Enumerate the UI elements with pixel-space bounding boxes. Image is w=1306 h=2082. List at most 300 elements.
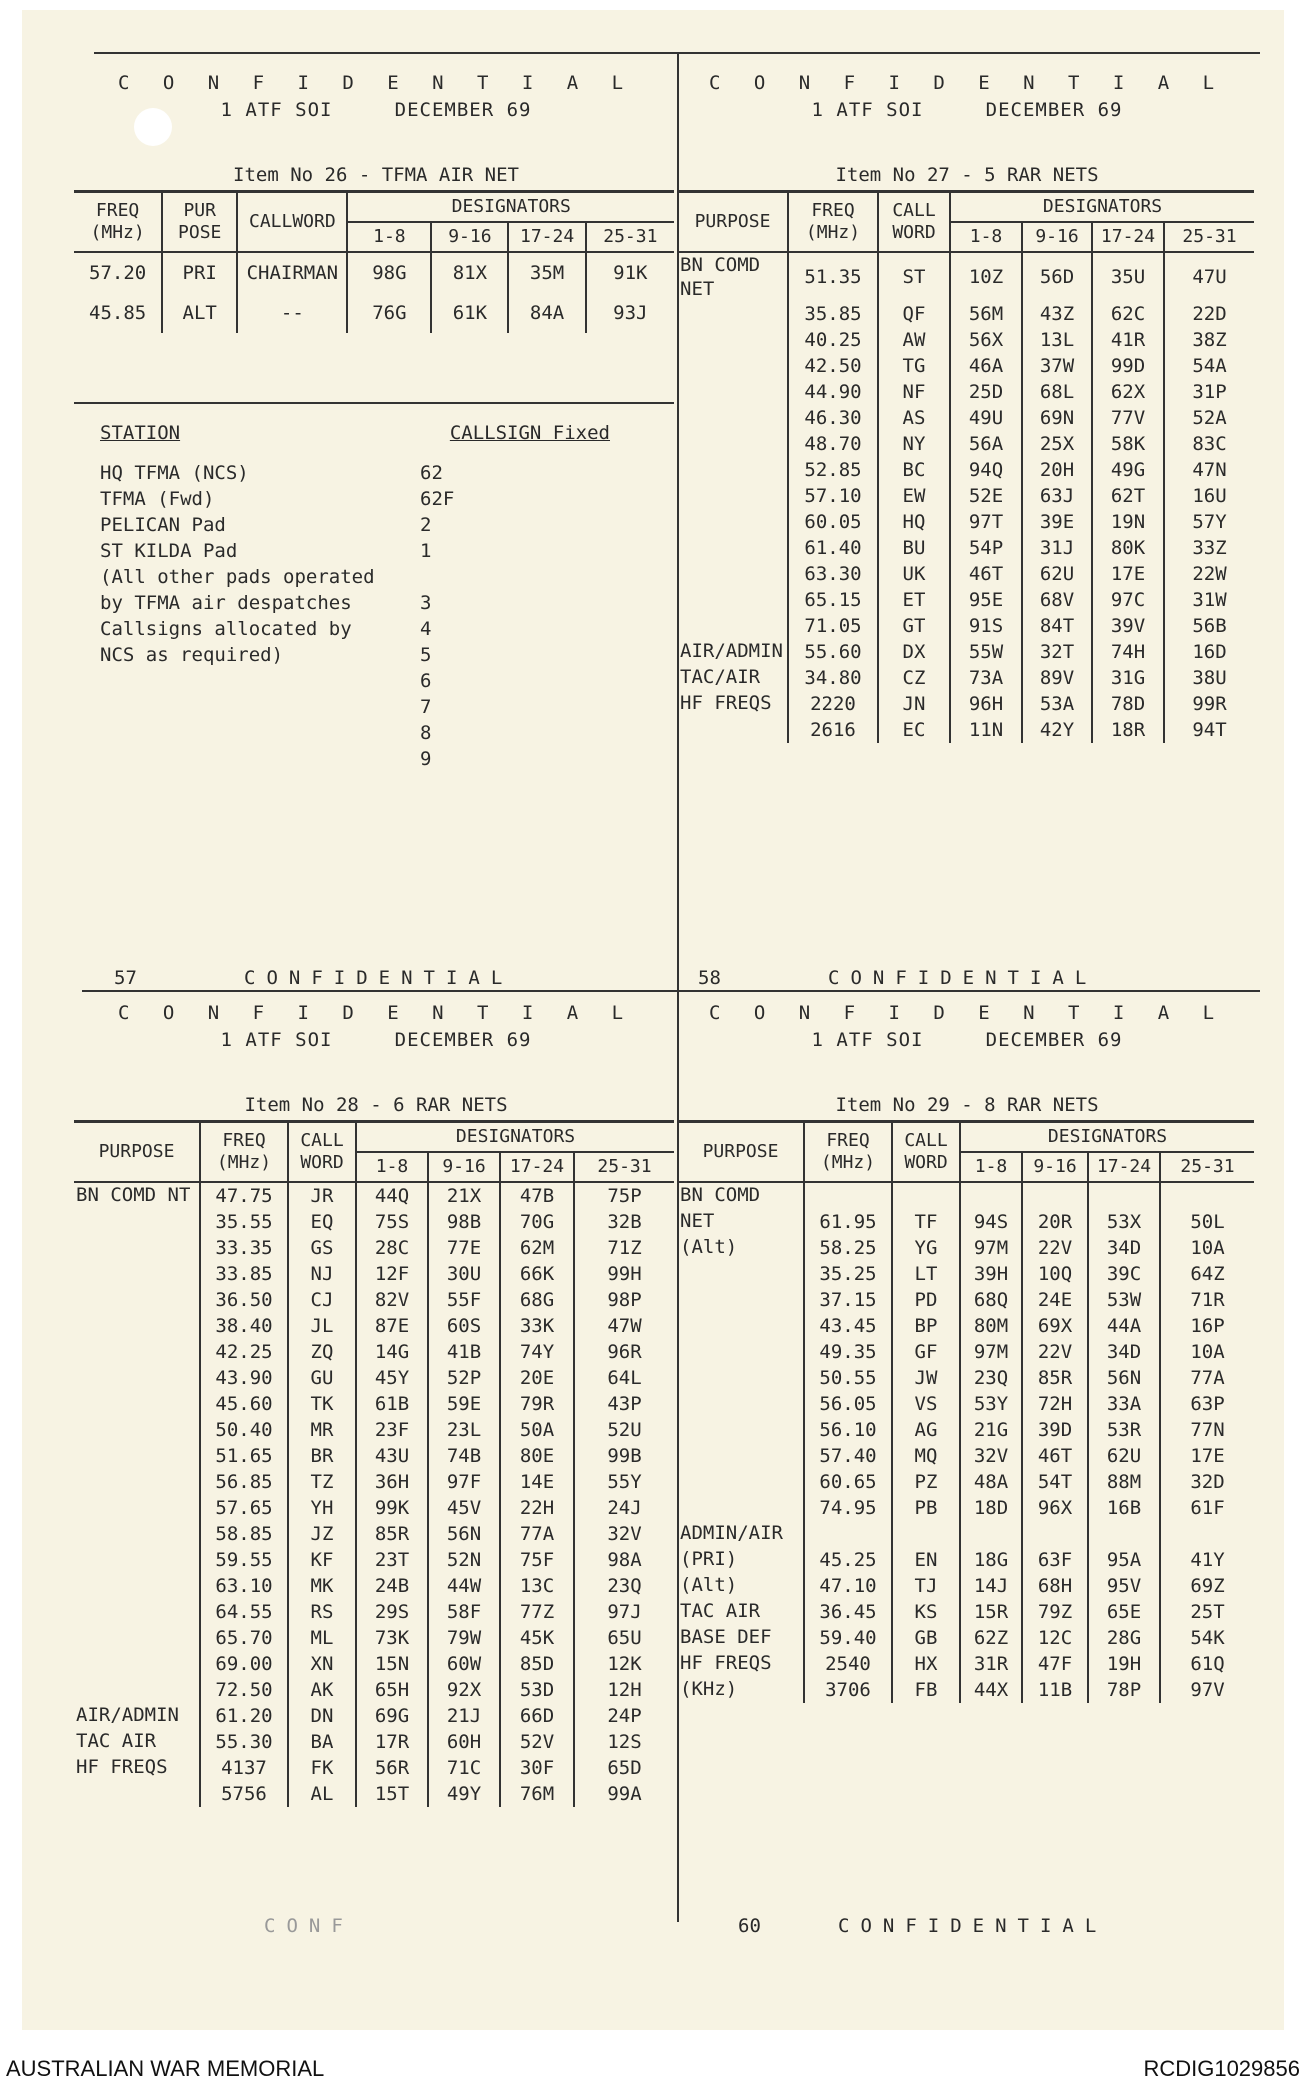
table-cell: 32T — [1022, 639, 1092, 665]
confidential-heading: C O N F I D E N T I A L — [708, 1002, 1226, 1024]
col-9-16: 9-16 — [1022, 1152, 1088, 1182]
table-cell: 10Z — [950, 252, 1022, 301]
table-cell: 70G — [500, 1209, 574, 1235]
table-row — [678, 639, 1254, 665]
table-cell — [678, 1495, 804, 1521]
table-cell: 2540 — [804, 1651, 892, 1677]
table-cell: -- — [237, 293, 347, 333]
table-row — [678, 431, 1254, 457]
table-cell: 80M — [960, 1313, 1022, 1339]
table-cell: JR — [288, 1182, 356, 1209]
table-cell: 69N — [1022, 405, 1092, 431]
table-cell: 43U — [356, 1443, 428, 1469]
table-cell: 14E — [500, 1469, 574, 1495]
table-cell — [74, 1677, 200, 1703]
table-row — [678, 691, 1254, 717]
table-cell — [74, 1651, 200, 1677]
table-cell: 13C — [500, 1573, 574, 1599]
table-cell: BU — [878, 535, 950, 561]
table-cell — [1160, 1182, 1254, 1209]
table-cell: 61K — [431, 293, 508, 333]
table-cell: 71R — [1190, 1289, 1225, 1311]
page-number: 57 — [114, 967, 137, 989]
table-cell: 65D — [607, 1757, 642, 1779]
table-cell: 37.15 — [804, 1287, 892, 1313]
table-row — [678, 1287, 1254, 1313]
table-cell: 97F — [428, 1469, 500, 1495]
table-cell: 53D — [500, 1677, 574, 1703]
table-cell: 42.50 — [788, 353, 878, 379]
callsign-number: 5 — [420, 644, 432, 666]
table-cell: 61F — [1190, 1497, 1225, 1519]
table-cell — [74, 1287, 200, 1313]
table-cell — [74, 1547, 200, 1573]
table-cell: PRI — [162, 252, 237, 293]
table-cell — [1160, 1521, 1254, 1547]
station-name: ST KILDA Pad — [100, 540, 238, 562]
confidential-heading: C O N F I D E N T I A L — [117, 72, 635, 94]
table-cell: 55.30 — [200, 1729, 288, 1755]
table-cell: 74H — [1092, 639, 1164, 665]
table-cell — [74, 1469, 200, 1495]
table-cell: 75P — [607, 1185, 642, 1207]
table-cell — [74, 1573, 200, 1599]
table-cell: 2616 — [788, 717, 878, 743]
col-17-24: 17-24 — [1088, 1152, 1160, 1182]
table-cell — [678, 1443, 804, 1469]
callsign-number: 4 — [420, 618, 432, 640]
table-cell: 23F — [356, 1417, 428, 1443]
table-cell: 17E — [1190, 1445, 1225, 1467]
table-cell: 53X — [1088, 1209, 1160, 1235]
table-cell: 56N — [428, 1521, 500, 1547]
table-cell: 5756 — [200, 1781, 288, 1807]
table-cell: ZQ — [288, 1339, 356, 1365]
table-cell: 38U — [1192, 667, 1227, 689]
table-cell: 33.85 — [200, 1261, 288, 1287]
table-cell: 62U — [1088, 1443, 1160, 1469]
table-cell: 68G — [500, 1287, 574, 1313]
table-cell: 99H — [607, 1263, 642, 1285]
col-purpose: PURPOSE — [678, 1122, 804, 1183]
table-row — [74, 1625, 674, 1651]
table-cell: CJ — [288, 1287, 356, 1313]
table-cell: GT — [878, 613, 950, 639]
table-cell — [678, 509, 788, 535]
table-cell: 64L — [607, 1367, 642, 1389]
table-cell: AL — [288, 1781, 356, 1807]
col-1-8: 1-8 — [960, 1152, 1022, 1182]
col-freq: FREQ (MHz) — [74, 192, 162, 253]
table-cell: 39E — [1022, 509, 1092, 535]
station-row — [100, 512, 660, 538]
table-cell — [678, 405, 788, 431]
table-cell: BN COMD NT — [74, 1182, 200, 1209]
table-cell: 99R — [1192, 693, 1227, 715]
table-row — [74, 1599, 674, 1625]
table-cell: 49G — [1092, 457, 1164, 483]
table-cell: 15T — [356, 1781, 428, 1807]
table-cell: 65.15 — [788, 587, 878, 613]
table-cell: 98B — [428, 1209, 500, 1235]
table-cell: 99K — [356, 1495, 428, 1521]
table-cell: 47.75 — [200, 1182, 288, 1209]
table-cell: 25X — [1022, 431, 1092, 457]
table-cell: 33Z — [1192, 537, 1227, 559]
table-cell: ST — [878, 252, 950, 301]
table-cell: MR — [288, 1417, 356, 1443]
table-cell: GB — [892, 1625, 960, 1651]
page-number: 58 — [698, 967, 721, 989]
table-row — [678, 717, 1254, 743]
table-cell — [678, 353, 788, 379]
table-cell: 62M — [500, 1235, 574, 1261]
table-row — [74, 1391, 674, 1417]
table-cell: 61.20 — [200, 1703, 288, 1729]
table-cell: 79W — [428, 1625, 500, 1651]
table-cell: 87E — [356, 1313, 428, 1339]
table-cell: 34.80 — [788, 665, 878, 691]
table-cell: 36.45 — [804, 1599, 892, 1625]
table-cell: 68V — [1022, 587, 1092, 613]
table-cell: 95A — [1088, 1547, 1160, 1573]
table-cell: (Alt) — [678, 1573, 804, 1599]
table-cell: 56D — [1022, 252, 1092, 301]
table-cell: 88M — [1088, 1469, 1160, 1495]
table-cell: 47W — [607, 1315, 642, 1337]
confidential-heading: C O N F I D E N T I A L — [117, 1002, 635, 1024]
table-cell: TF — [892, 1209, 960, 1235]
col-9-16: 9-16 — [431, 222, 508, 252]
table-cell: LT — [892, 1261, 960, 1287]
table-cell: 16U — [1192, 485, 1227, 507]
table-cell — [1088, 1182, 1160, 1209]
table-cell: BN COMD — [678, 1182, 804, 1209]
table-row — [678, 1209, 1254, 1235]
table-cell: MK — [288, 1573, 356, 1599]
table-cell: KF — [288, 1547, 356, 1573]
table-cell: 96X — [1022, 1495, 1088, 1521]
table-cell: 35M — [508, 252, 585, 293]
table-cell: 18D — [960, 1495, 1022, 1521]
table-cell: GS — [288, 1235, 356, 1261]
table-cell: 58K — [1092, 431, 1164, 457]
table-cell — [74, 1443, 200, 1469]
table-cell: 25D — [950, 379, 1022, 405]
table-cell: 43.90 — [200, 1365, 288, 1391]
table-row — [678, 1547, 1254, 1573]
table-cell: 44.90 — [788, 379, 878, 405]
table-row — [678, 1339, 1254, 1365]
table-cell: 23Q — [960, 1365, 1022, 1391]
table-cell: 16D — [1192, 641, 1227, 663]
table-cell: 76G — [347, 293, 431, 333]
table-cell: 77V — [1092, 405, 1164, 431]
table-cell: UK — [878, 561, 950, 587]
table-cell: 66D — [500, 1703, 574, 1729]
table-cell: 12C — [1022, 1625, 1088, 1651]
table-cell — [892, 1182, 960, 1209]
item-title: Item No 27 - 5 RAR NETS — [835, 164, 1099, 186]
table-cell: 84A — [508, 293, 585, 333]
table-cell: 39D — [1022, 1417, 1088, 1443]
col-9-16: 9-16 — [428, 1152, 500, 1182]
table-cell: 22V — [1022, 1235, 1088, 1261]
table-cell: 80E — [500, 1443, 574, 1469]
col-17-24: 17-24 — [1092, 222, 1164, 252]
table-row — [678, 457, 1254, 483]
table-cell: 61Q — [1190, 1653, 1225, 1675]
table-cell: 59.55 — [200, 1547, 288, 1573]
callsign-number: 8 — [420, 722, 432, 744]
station-callsign: 2 — [420, 514, 432, 536]
table-cell — [1088, 1521, 1160, 1547]
table-cell: 62T — [1092, 483, 1164, 509]
table-cell: 53A — [1022, 691, 1092, 717]
table-row — [74, 1339, 674, 1365]
confidential-footer: CONFIDENTIAL — [828, 967, 1098, 989]
table-cell: 44Q — [356, 1182, 428, 1209]
page-number: 60 — [738, 1915, 761, 1937]
table-cell — [1022, 1521, 1088, 1547]
table-cell: 21J — [428, 1703, 500, 1729]
table-cell: 35U — [1092, 252, 1164, 301]
table-row — [678, 353, 1254, 379]
table-cell: 11N — [950, 717, 1022, 743]
table-cell: 37W — [1022, 353, 1092, 379]
table-cell: 85R — [356, 1521, 428, 1547]
table-cell: 63.30 — [788, 561, 878, 587]
table-cell: PB — [892, 1495, 960, 1521]
table-cell: NET — [678, 1209, 804, 1235]
table-cell: FB — [892, 1677, 960, 1703]
table-cell: HQ — [878, 509, 950, 535]
q1-header — [74, 70, 678, 124]
table-cell: 59E — [428, 1391, 500, 1417]
date-label: DECEMBER 69 — [394, 99, 532, 121]
table-cell: 65U — [607, 1627, 642, 1649]
col-17-24: 17-24 — [508, 222, 585, 252]
table-cell: 78D — [1092, 691, 1164, 717]
table-cell: JZ — [288, 1521, 356, 1547]
table-cell: 98P — [607, 1289, 642, 1311]
table-cell: 56.05 — [804, 1391, 892, 1417]
table-cell: 32D — [1190, 1471, 1225, 1493]
table-cell: 57.20 — [74, 252, 162, 293]
table-cell: 60S — [428, 1313, 500, 1339]
table-cell: 85D — [500, 1651, 574, 1677]
table-cell: 12S — [607, 1731, 642, 1753]
note-line: Callsigns allocated by — [100, 618, 352, 640]
table-cell — [678, 717, 788, 743]
col-25-31: 25-31 — [586, 222, 674, 252]
table-cell: 69.00 — [200, 1651, 288, 1677]
table-cell: 52E — [950, 483, 1022, 509]
archive-id: RCDIG1029856 — [1143, 2056, 1300, 2081]
table-cell: 45Y — [356, 1365, 428, 1391]
5rar-nets-table — [678, 190, 1254, 743]
table-cell: RS — [288, 1599, 356, 1625]
table-cell: ADMIN/AIR — [678, 1521, 804, 1547]
table-cell: XN — [288, 1651, 356, 1677]
table-cell — [74, 1391, 200, 1417]
table-cell: 97J — [607, 1601, 642, 1623]
col-1-8: 1-8 — [950, 222, 1022, 252]
table-cell: 61.95 — [804, 1209, 892, 1235]
table-cell: 65H — [356, 1677, 428, 1703]
table-cell: 35.85 — [788, 301, 878, 327]
table-cell: (Alt) — [678, 1235, 804, 1261]
table-cell — [74, 1365, 200, 1391]
table-cell: 63F — [1022, 1547, 1088, 1573]
table-cell: 57.65 — [200, 1495, 288, 1521]
table-row — [678, 1521, 1254, 1547]
table-cell: 31G — [1092, 665, 1164, 691]
table-row — [678, 1417, 1254, 1443]
table-cell: EW — [878, 483, 950, 509]
table-row — [678, 587, 1254, 613]
table-cell: 75F — [500, 1547, 574, 1573]
station-name: TFMA (Fwd) — [100, 488, 215, 510]
table-cell: 2220 — [788, 691, 878, 717]
table-cell: 94S — [960, 1209, 1022, 1235]
col-purpose: PUR POSE — [162, 192, 237, 253]
table-cell — [74, 1781, 200, 1807]
table-cell: 66K — [500, 1261, 574, 1287]
table-cell: YH — [288, 1495, 356, 1521]
table-row — [74, 1417, 674, 1443]
table-cell: 23T — [356, 1547, 428, 1573]
table-row — [678, 1443, 1254, 1469]
table-cell: 45.25 — [804, 1547, 892, 1573]
table-cell — [74, 1599, 200, 1625]
table-cell: HX — [892, 1651, 960, 1677]
table-cell — [678, 561, 788, 587]
table-cell: 30F — [500, 1755, 574, 1781]
table-cell: VS — [892, 1391, 960, 1417]
table-cell — [74, 1235, 200, 1261]
table-cell — [678, 379, 788, 405]
date-label: DECEMBER 69 — [985, 1029, 1123, 1051]
table-cell: 68L — [1022, 379, 1092, 405]
table-cell: 24E — [1022, 1287, 1088, 1313]
table-cell: 83C — [1192, 433, 1227, 455]
table-row — [678, 1391, 1254, 1417]
table-cell: 98G — [347, 252, 431, 293]
table-cell: MQ — [892, 1443, 960, 1469]
table-cell: 54A — [1192, 355, 1227, 377]
table-cell: BR — [288, 1443, 356, 1469]
table-cell: 99D — [1092, 353, 1164, 379]
table-cell: DN — [288, 1703, 356, 1729]
col-callword: CALL WORD — [288, 1122, 356, 1183]
table-cell: NY — [878, 431, 950, 457]
table-cell: 56N — [1088, 1365, 1160, 1391]
station-row — [100, 538, 660, 564]
table-cell: 50A — [500, 1417, 574, 1443]
table-row — [678, 1235, 1254, 1261]
table-cell — [678, 1261, 804, 1287]
table-cell: 84T — [1022, 613, 1092, 639]
table-cell: 41B — [428, 1339, 500, 1365]
document-sheet — [22, 10, 1284, 2030]
table-cell: 48A — [960, 1469, 1022, 1495]
table-cell: 50.40 — [200, 1417, 288, 1443]
table-cell: 15R — [960, 1599, 1022, 1625]
table-row — [74, 1703, 674, 1729]
table-cell: 72H — [1022, 1391, 1088, 1417]
col-callword: CALLWORD — [237, 192, 347, 253]
table-cell: FK — [288, 1755, 356, 1781]
table-row — [74, 1182, 674, 1209]
table-cell: 21X — [428, 1182, 500, 1209]
table-cell: 52U — [607, 1419, 642, 1441]
table-row — [678, 1469, 1254, 1495]
table-cell: BASE DEF — [678, 1625, 804, 1651]
table-row — [678, 1365, 1254, 1391]
table-cell: 91S — [950, 613, 1022, 639]
table-cell: 94T — [1192, 719, 1227, 741]
callsign-number: 6 — [420, 670, 432, 692]
col-1-8: 1-8 — [347, 222, 431, 252]
table-cell: 47.10 — [804, 1573, 892, 1599]
table-cell: 44W — [428, 1573, 500, 1599]
table-cell — [74, 1261, 200, 1287]
table-cell: QF — [878, 301, 950, 327]
table-cell: 99A — [607, 1783, 642, 1805]
item-title: Item No 26 - TFMA AIR NET — [233, 164, 519, 186]
col-25-31: 25-31 — [574, 1152, 674, 1182]
table-row — [678, 252, 1254, 301]
station-callsign: 62 — [420, 462, 443, 484]
table-cell: 16P — [1190, 1315, 1225, 1337]
col-purpose: PURPOSE — [74, 1122, 200, 1183]
table-cell: 69G — [356, 1703, 428, 1729]
col-25-31: 25-31 — [1164, 222, 1254, 252]
table-cell: 14J — [960, 1573, 1022, 1599]
table-cell: 22H — [500, 1495, 574, 1521]
table-cell: BA — [288, 1729, 356, 1755]
table-cell: 63P — [1190, 1393, 1225, 1415]
table-cell: 24B — [356, 1573, 428, 1599]
confidential-footer: CONFIDENTIAL — [244, 967, 514, 989]
table-cell: 36.50 — [200, 1287, 288, 1313]
col-9-16: 9-16 — [1022, 222, 1092, 252]
table-cell: EN — [892, 1547, 960, 1573]
item-26-section — [74, 70, 678, 989]
table-cell: 23L — [428, 1417, 500, 1443]
table-cell: 79Z — [1022, 1599, 1088, 1625]
table-cell — [678, 1365, 804, 1391]
table-cell: 97V — [1190, 1679, 1225, 1701]
table-cell: 68Q — [960, 1287, 1022, 1313]
col-designators: DESIGNATORS — [356, 1122, 674, 1153]
table-cell — [678, 1469, 804, 1495]
table-cell: 17R — [356, 1729, 428, 1755]
table-cell: 52P — [428, 1365, 500, 1391]
table-cell: 58.85 — [200, 1521, 288, 1547]
table-cell: 56R — [356, 1755, 428, 1781]
table-cell: 53W — [1088, 1287, 1160, 1313]
table-cell: 71.05 — [788, 613, 878, 639]
table-cell — [678, 613, 788, 639]
soi-label: 1 ATF SOI — [811, 99, 924, 121]
table-cell: DX — [878, 639, 950, 665]
table-cell: HF FREQS — [678, 691, 788, 717]
table-row — [678, 613, 1254, 639]
table-cell: 74Y — [500, 1339, 574, 1365]
table-cell: 55F — [428, 1287, 500, 1313]
